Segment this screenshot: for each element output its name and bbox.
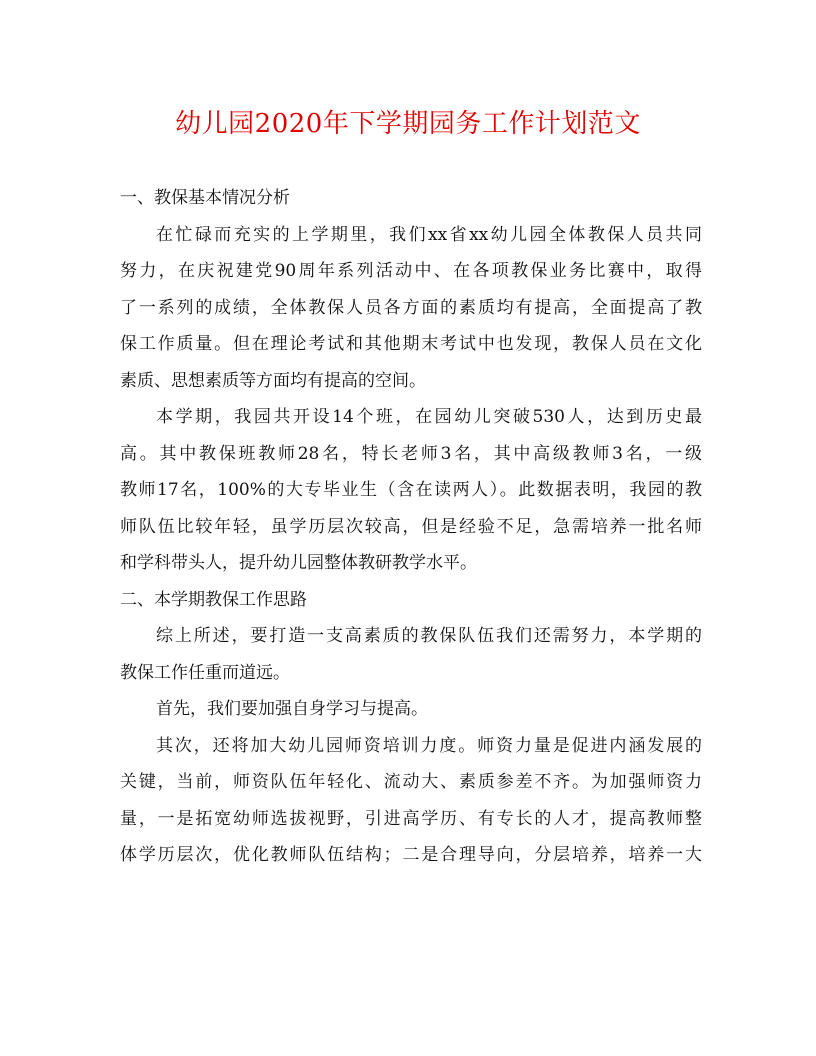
section-heading: 二、本学期教保工作思路 xyxy=(120,589,307,610)
paragraph-line: 其次，还将加大幼儿园师资培训力度。师资力量是促进内涵发展的 xyxy=(156,735,702,756)
document-title: 幼儿园2020年下学期园务工作计划范文 xyxy=(175,109,641,139)
paragraph-line: 保工作质量。但在理论考试和其他期末考试中也发现，教保人员在文化 xyxy=(120,334,702,354)
document-body xyxy=(120,180,702,874)
paragraph xyxy=(120,217,702,400)
paragraph-line: 和学科带头人，提升幼儿园整体教研教学水平。 xyxy=(120,553,477,573)
paragraph-line: 了一系列的成绩，全体教保人员各方面的素质均有提高，全面提高了教 xyxy=(120,297,702,318)
paragraph-line: 素质、思想素质等方面均有提高的空间。 xyxy=(120,370,426,391)
paragraph-line: 高。其中教保班教师28名，特长老师3名，其中高级教师3名，一级 xyxy=(120,443,702,464)
paragraph-line: 教师17名，100%的大专毕业生（含在读两人）。此数据表明，我园的教 xyxy=(120,480,702,500)
paragraph-line: 教保工作任重而道远。 xyxy=(120,662,290,683)
paragraph-line: 努力，在庆祝建党90周年系列活动中、在各项教保业务比赛中，取得 xyxy=(120,261,702,281)
paragraph-line: 首先，我们要加强自身学习与提高。 xyxy=(156,699,428,719)
section-heading: 一、教保基本情况分析 xyxy=(120,188,290,208)
paragraph-line: 量，一是拓宽幼师选拔视野，引进高学历、有专长的人才，提高教师整 xyxy=(120,808,702,829)
paragraph-line: 体学历层次，优化教师队伍结构；二是合理导向，分层培养，培养一大 xyxy=(120,845,702,865)
paragraph xyxy=(120,728,702,874)
paragraph-line: 师队伍比较年轻，虽学历层次较高，但是经验不足，急需培养一批名师 xyxy=(120,516,702,537)
paragraph-line: 关键，当前，师资队伍年轻化、流动大、素质参差不齐。为加强师资力 xyxy=(120,772,702,792)
paragraph-line: 本学期，我园共开设14个班，在园幼儿突破530人，达到历史最 xyxy=(156,407,702,427)
paragraph-line: 在忙碌而充实的上学期里，我们xx省xx幼儿园全体教保人员共同 xyxy=(156,224,702,245)
paragraph xyxy=(120,691,702,728)
paragraph-line: 综上所述，要打造一支高素质的教保队伍我们还需努力，本学期的 xyxy=(156,626,702,646)
paragraph xyxy=(120,618,702,691)
paragraph xyxy=(120,399,702,582)
